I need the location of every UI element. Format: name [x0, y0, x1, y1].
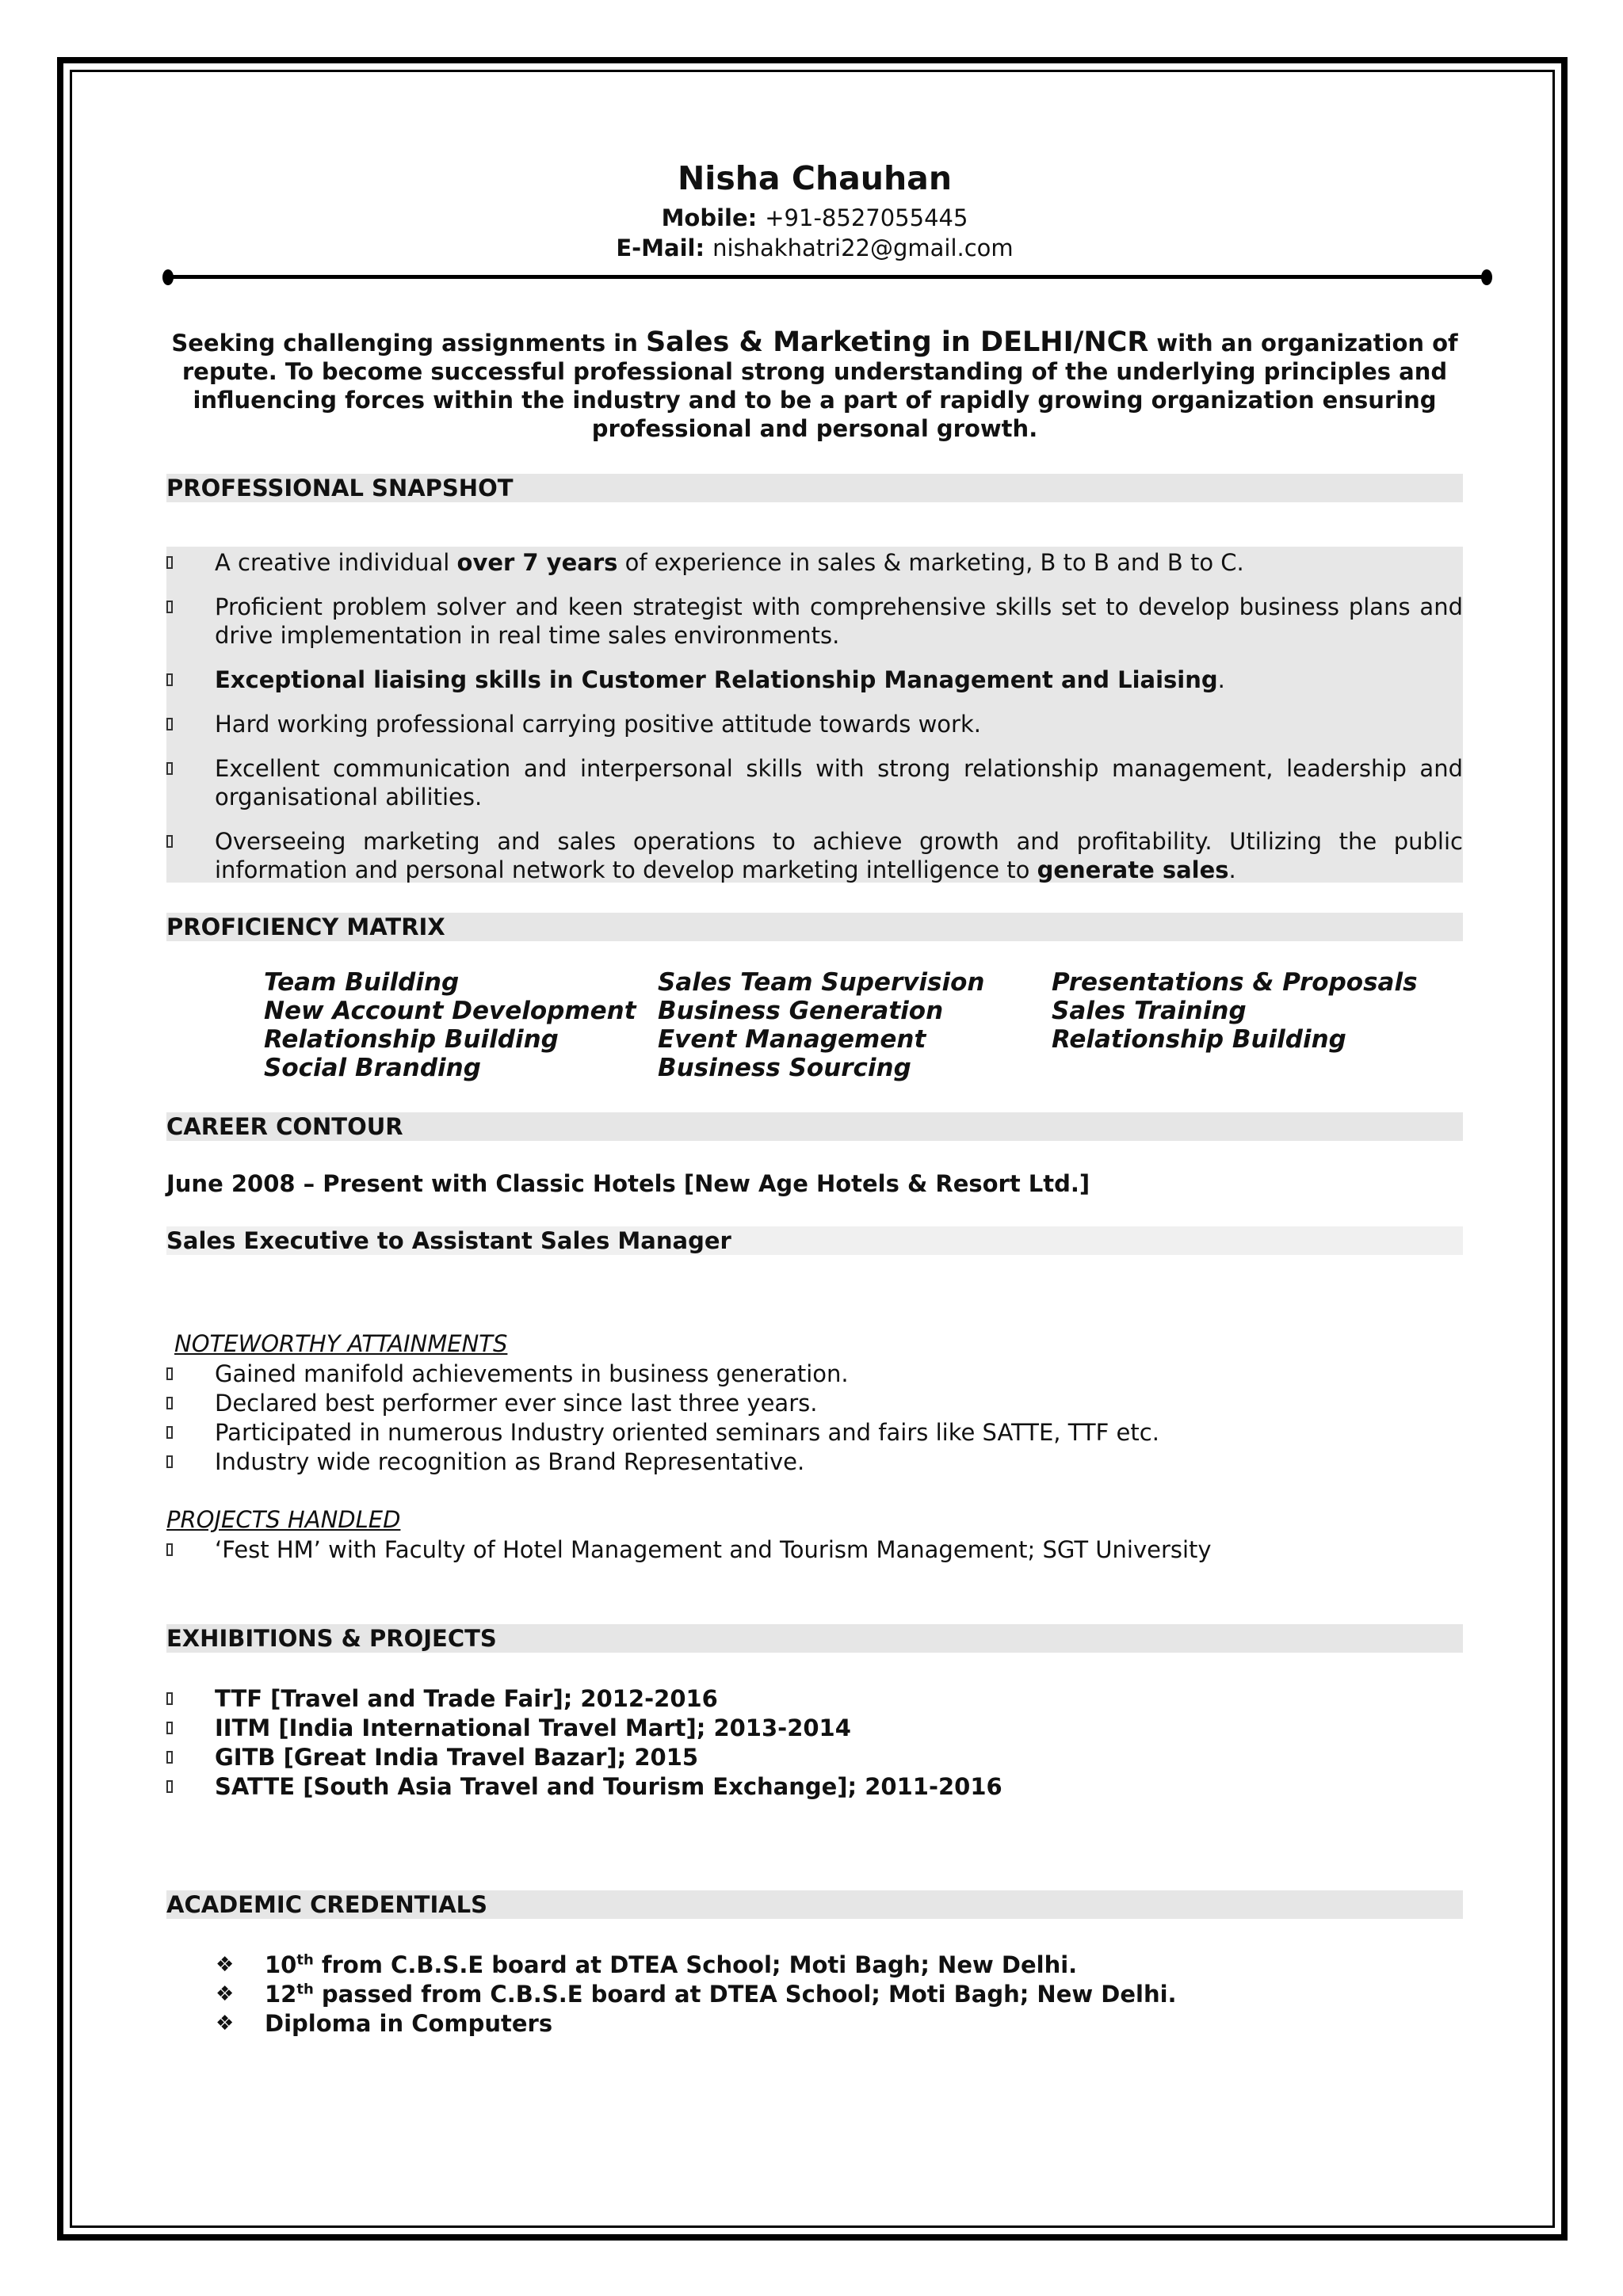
- list-item: TTF [Travel and Trade Fair]; 2012-2016: [166, 1684, 1434, 1713]
- bullet-icon: [166, 1455, 173, 1468]
- list-item: ❖ Diploma in Computers: [216, 2010, 553, 2037]
- bullet-icon: [166, 1780, 173, 1793]
- skill-item: Event Management: [658, 1025, 926, 1054]
- skill-item: Social Branding: [264, 1054, 481, 1082]
- bullet-icon: [166, 1426, 173, 1439]
- list-item: Participated in numerous Industry oriented seminars and fairs like SATTE, TTF etc.: [166, 1418, 1434, 1447]
- section-heading-exhibitions: EXHIBITIONS & PROJECTS: [166, 1624, 1463, 1653]
- mobile-line: [166, 203, 1463, 233]
- skill-item: Relationship Building: [1052, 1025, 1346, 1054]
- list-item: GITB [Great India Travel Bazar]; 2015: [166, 1743, 1434, 1772]
- skill-item: New Account Development: [264, 997, 636, 1025]
- list-item: Declared best performer ever since last three years.: [166, 1389, 1434, 1417]
- candidate-name: Nisha Chauhan: [677, 159, 953, 197]
- bullet-icon: [166, 1397, 173, 1409]
- skill-item: [1052, 1054, 1448, 1082]
- skill-item: Sales Team Supervision: [658, 968, 985, 997]
- proficiency-matrix: [264, 968, 1453, 1082]
- diamond-bullet-icon: ❖: [216, 1982, 235, 2006]
- section-heading-proficiency-matrix: PROFICIENCY MATRIX: [166, 913, 1463, 941]
- objective-highlight: Sales & Marketing in DELHI/NCR: [645, 326, 1149, 358]
- bullet-icon: [166, 835, 173, 848]
- objective-part2: with an organization of repute. To become successful professional strong understanding of the underlying principles and influencing forces within the industry and to be a part of rapidly growing organization ensuring professional and personal growth.: [181, 330, 1458, 442]
- job-role: Sales Executive to Assistant Sales Manager: [166, 1226, 1463, 1255]
- skill-item: Sales Training: [1052, 997, 1247, 1025]
- bullet-icon: [166, 1722, 173, 1734]
- bullet-icon: [166, 601, 173, 613]
- list-item: IITM [India International Travel Mart]; 2013-2014: [166, 1714, 1434, 1742]
- list-item: Proficient problem solver and keen strategist with comprehensive skills set to develop business plans and drive implementation in real time sales environments.: [166, 593, 1463, 650]
- career-objective: [166, 328, 1463, 443]
- list-item: Gained manifold achievements in business generation.: [166, 1360, 1434, 1388]
- email-line: [166, 233, 1463, 263]
- bullet-icon: [166, 762, 173, 775]
- divider-line: [169, 275, 1486, 279]
- projects-list: [166, 1535, 1434, 1565]
- list-item: Overseeing marketing and sales operations to achieve growth and profitability. Utilizing the public information and personal network to develop marketing intelligence to generate sales.: [166, 827, 1463, 884]
- objective-part1: Seeking challenging assignments in: [171, 330, 646, 357]
- section-heading-career-contour: CAREER CONTOUR: [166, 1112, 1463, 1141]
- list-item: ❖ 10th from C.B.S.E board at DTEA School; Moti Bagh; New Delhi.: [216, 1951, 1078, 1978]
- list-item: SATTE [South Asia Travel and Tourism Exchange]; 2011-2016: [166, 1772, 1434, 1801]
- section-heading-professional-snapshot: PROFESSIONAL SNAPSHOT: [166, 474, 1463, 502]
- skill-item: Presentations & Proposals: [1052, 968, 1418, 997]
- list-item: Excellent communication and interpersonal skills with strong relationship management, leadership and organisational abilities.: [166, 754, 1463, 811]
- bullet-icon: [166, 556, 173, 569]
- projects-title: PROJECTS HANDLED: [166, 1506, 401, 1533]
- bullet-icon: [166, 718, 173, 730]
- diamond-bullet-icon: ❖: [216, 1953, 235, 1977]
- skill-item: Business Sourcing: [658, 1054, 911, 1082]
- skill-item: Business Generation: [658, 997, 944, 1025]
- employment-line: June 2008 – Present with Classic Hotels [New Age Hotels & Resort Ltd.]: [166, 1170, 1090, 1197]
- list-item: Industry wide recognition as Brand Representative.: [166, 1447, 1434, 1476]
- attainments-title: NOTEWORTHY ATTAINMENTS: [174, 1330, 508, 1357]
- exhibitions-list: [166, 1684, 1434, 1802]
- resume-header: [166, 158, 1463, 263]
- diamond-bullet-icon: ❖: [216, 2012, 235, 2035]
- bullet-icon: [166, 1543, 173, 1556]
- list-item: ❖ 12th passed from C.B.S.E board at DTEA School; Moti Bagh; New Delhi.: [216, 1981, 1177, 2008]
- skill-item: Team Building: [264, 968, 460, 997]
- list-item: A creative individual over 7 years of experience in sales & marketing, B to B and B to C.: [166, 548, 1463, 577]
- snapshot-list: [166, 548, 1463, 900]
- list-item: Hard working professional carrying positive attitude towards work.: [166, 710, 1463, 738]
- bullet-icon: [166, 673, 173, 686]
- bullet-icon: [166, 1692, 173, 1705]
- skill-item: Relationship Building: [264, 1025, 559, 1054]
- header-divider: [162, 269, 1492, 286]
- attainments-list: [166, 1360, 1434, 1477]
- list-item: ‘Fest HM’ with Faculty of Hotel Management and Tourism Management; SGT University: [166, 1535, 1434, 1564]
- bullet-icon: [166, 1367, 173, 1380]
- divider-end-right: [1481, 269, 1492, 285]
- mobile-number: +91-8527055445: [765, 204, 968, 231]
- email-label: E-Mail:: [616, 235, 705, 261]
- section-heading-academic-credentials: ACADEMIC CREDENTIALS: [166, 1890, 1463, 1919]
- academics-list: [216, 1951, 1177, 2039]
- email-address: nishakhatri22@gmail.com: [712, 235, 1014, 261]
- mobile-label: Mobile:: [661, 204, 758, 231]
- list-item: Exceptional liaising skills in Customer Relationship Management and Liaising.: [166, 666, 1463, 694]
- bullet-icon: [166, 1751, 173, 1764]
